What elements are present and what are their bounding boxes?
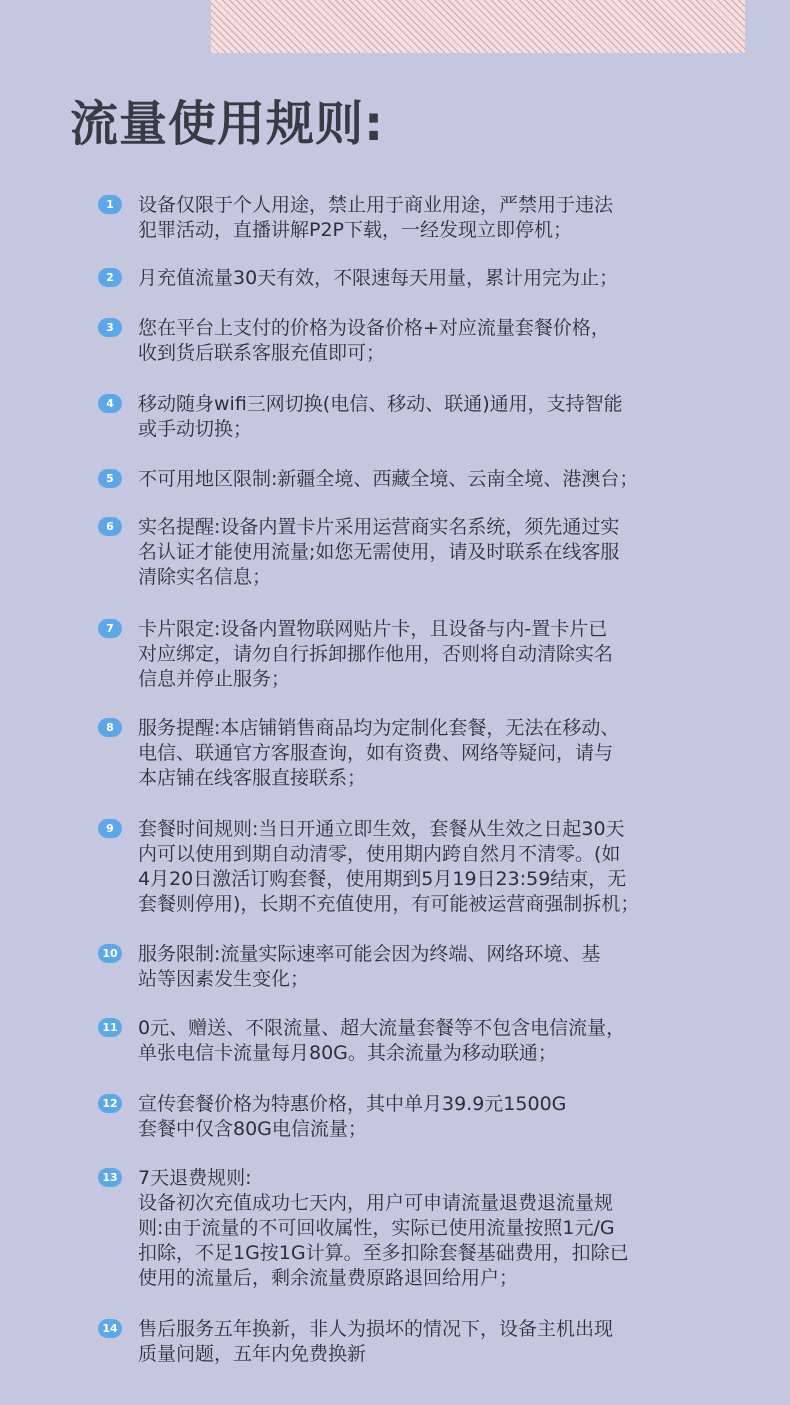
rule-number-badge: 7	[98, 619, 122, 638]
rule-number-badge: 3	[98, 318, 122, 337]
rule-number-badge: 11	[98, 1018, 122, 1037]
rule-text: 0元、赠送、不限流量、超大流量套餐等不包含电信流量， 单张电信卡流量每月80G。其余流量为移动联通；	[138, 1017, 626, 1064]
rule-text: 服务提醒:本店铺销售商品均为定制化套餐，无法在移动、 电信、联通官方客服查询，如有资费、网络等疑问，请与 本店铺在线客服直接联系；	[138, 717, 620, 789]
rule-number-badge: 14	[98, 1319, 122, 1338]
rule-text: 售后服务五年换新，非人为损坏的情况下，设备主机出现 质量问题，五年内免费换新	[138, 1318, 614, 1365]
rule-text: 卡片限定:设备内置物联网贴片卡，且设备与内-置卡片已 对应绑定，请勿自行拆卸挪作他用，否则将自动清除实名 信息并停止服务；	[138, 618, 614, 690]
rule-text: 设备仅限于个人用途，禁止用于商业用途，严禁用于违法 犯罪活动，直播讲解P2P下载，一经发现立即停机；	[138, 194, 614, 241]
rule-number-badge: 2	[98, 268, 122, 287]
rule-text: 月充值流量30天有效，不限速每天用量，累计用完为止；	[138, 267, 619, 289]
rule-number-badge: 10	[98, 944, 122, 963]
rule-text: 您在平台上支付的价格为设备价格+对应流量套餐价格， 收到货后联系客服充值即可；	[138, 317, 610, 364]
rule-text: 套餐时间规则:当日开通立即生效，套餐从生效之日起30天 内可以使用到期自动清零，使用期内跨自然月不清零。(如 4月20日激活订购套餐，使用期到5月19日23:59结束，无 套餐则停用)，长期不充值使用，有可能被运营商强制拆机；	[138, 818, 640, 915]
rule-number-badge: 8	[98, 718, 122, 737]
page-title: 流量使用规则:	[70, 96, 385, 152]
rule-text: 7天退费规则: 设备初次充值成功七天内，用户可申请流量退费退流量规 则:由于流量的不可回收属性，实际已使用流量按照1元/G 扣除，不足1G按1G计算。至多扣除套餐基础费用，扣除已 使用的流量后，剩余流量费原路退回给用户；	[138, 1167, 629, 1289]
rule-number-badge: 4	[98, 394, 122, 413]
rule-number-badge: 1	[98, 195, 122, 214]
rule-number-badge: 6	[98, 517, 122, 536]
rule-text: 不可用地区限制:新疆全境、西藏全境、云南全境、港澳台；	[138, 468, 639, 490]
decorative-hatch-banner	[211, 0, 745, 53]
rule-number-badge: 12	[98, 1094, 122, 1113]
rule-text: 服务限制:流量实际速率可能会因为终端、网络环境、基 站等因素发生变化；	[138, 943, 601, 990]
rule-text: 移动随身wifi三网切换(电信、移动、联通)通用，支持智能 或手动切换；	[138, 393, 623, 440]
rule-number-badge: 9	[98, 819, 122, 838]
rule-number-badge: 13	[98, 1168, 122, 1187]
rule-text: 宣传套餐价格为特惠价格，其中单月39.9元1500G 套餐中仅含80G电信流量；	[138, 1093, 567, 1140]
rule-text: 实名提醒:设备内置卡片采用运营商实名系统，须先通过实 名认证才能使用流量;如您无需使用，请及时联系在线客服 清除实名信息；	[138, 516, 620, 588]
rule-number-badge: 5	[98, 469, 122, 488]
